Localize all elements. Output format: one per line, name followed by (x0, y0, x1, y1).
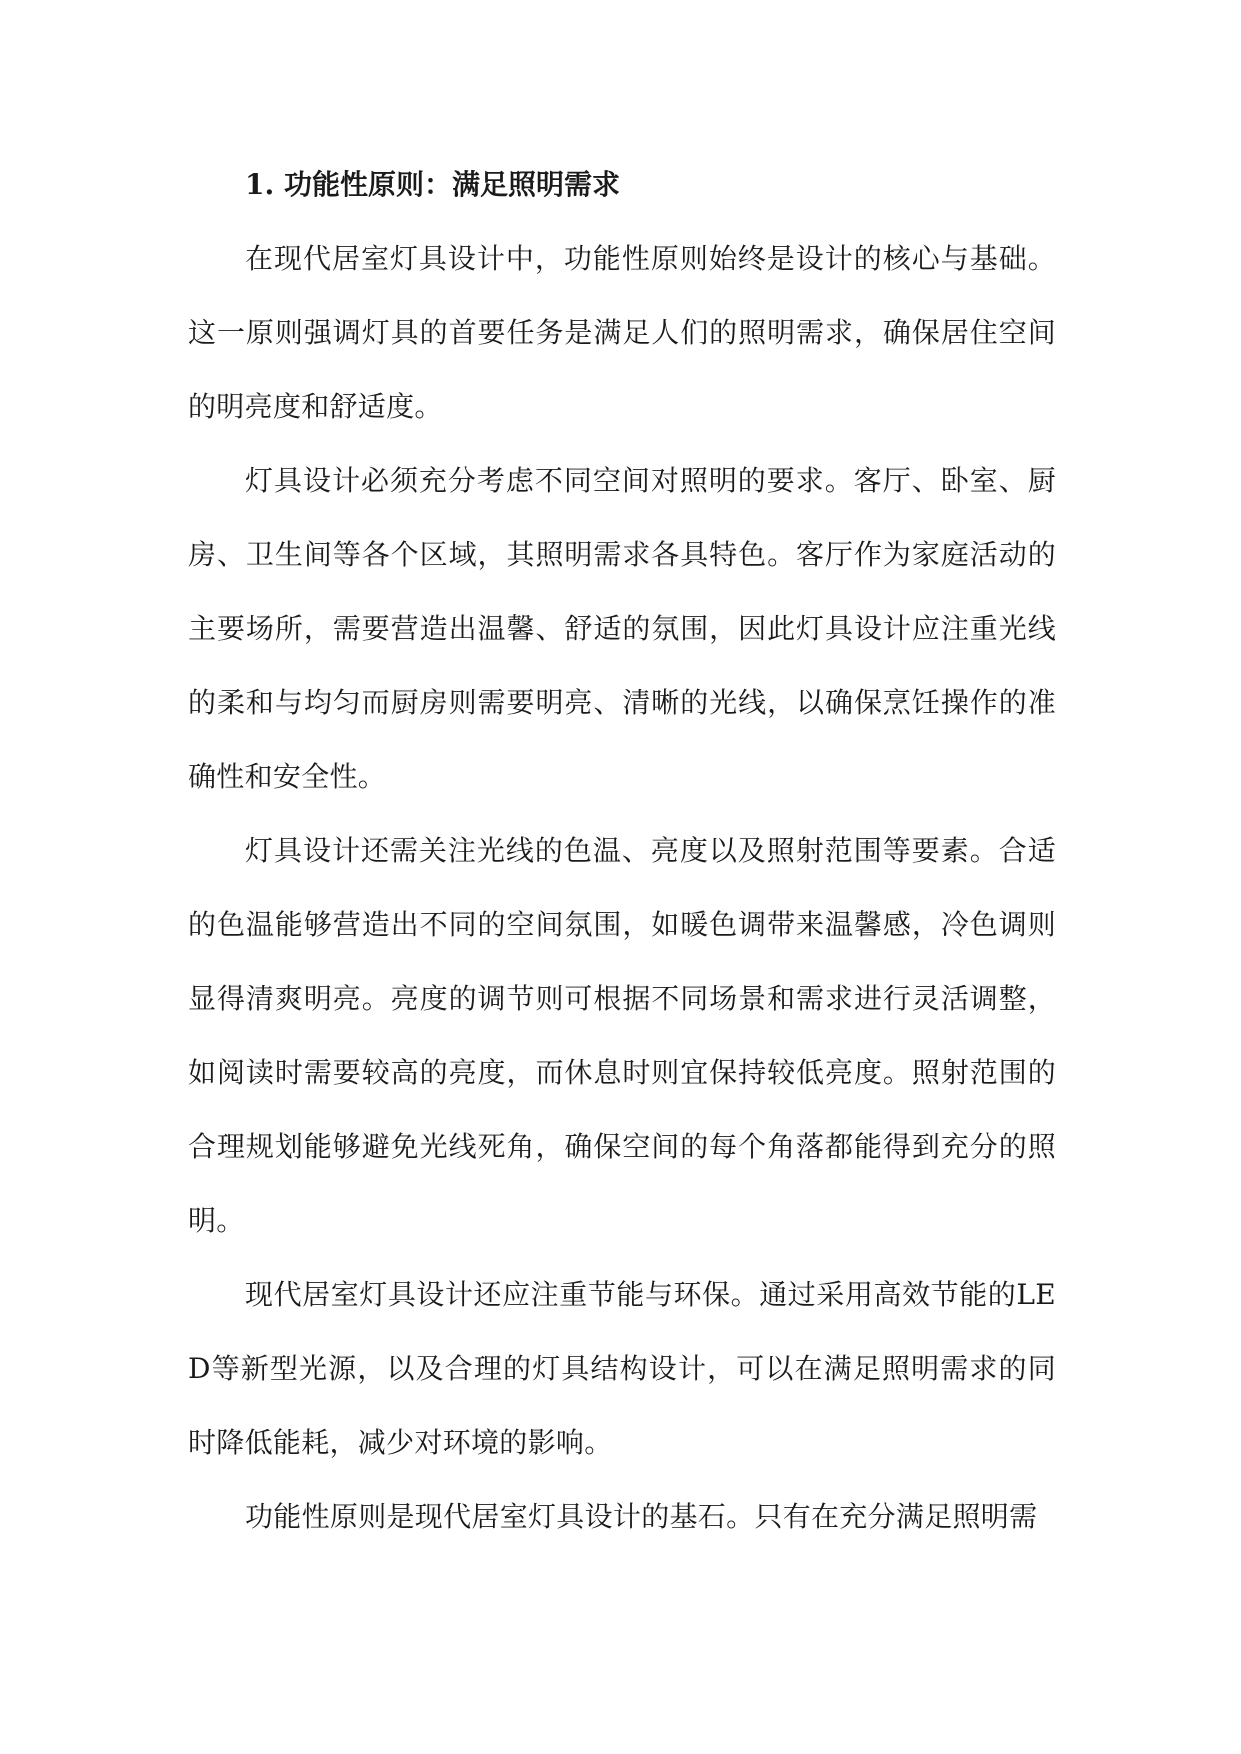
paragraph-functional-principle: 在现代居室灯具设计中，功能性原则始终是设计的核心与基础。这一原则强调灯具的首要任务是满足人们的照明需求，确保居住空间的明亮度和舒适度。 (188, 242, 1056, 423)
section-heading: 1. 功能性原则：满足照明需求 (245, 168, 620, 201)
document-body (188, 148, 1056, 1554)
paragraph-energy-saving: 现代居室灯具设计还应注重节能与环保。通过采用高效节能的LED等新型光源，以及合理的灯具结构设计，可以在满足照明需求的同时降低能耗，减少对环境的影响。 (188, 1278, 1056, 1459)
paragraph-color-temperature: 灯具设计还需关注光线的色温、亮度以及照射范围等要素。合适的色温能够营造出不同的空间氛围，如暖色调带来温馨感，冷色调则显得清爽明亮。亮度的调节则可根据不同场景和需求进行灵活调整，如阅读时需要较高的亮度，而休息时则宜保持较低亮度。照射范围的合理规划能够避免光线死角，确保空间的每个角落都能得到充分的照明。 (188, 834, 1056, 1237)
paragraph-cornerstone: 功能性原则是现代居室灯具设计的基石。只有在充分满足照明需 (245, 1500, 1038, 1533)
paragraph-space-requirements: 灯具设计必须充分考虑不同空间对照明的要求。客厅、卧室、厨房、卫生间等各个区域，其照明需求各具特色。客厅作为家庭活动的主要场所，需要营造出温馨、舒适的氛围，因此灯具设计应注重光线的柔和与均匀而厨房则需要明亮、清晰的光线，以确保烹饪操作的准确性和安全性。 (188, 464, 1056, 793)
